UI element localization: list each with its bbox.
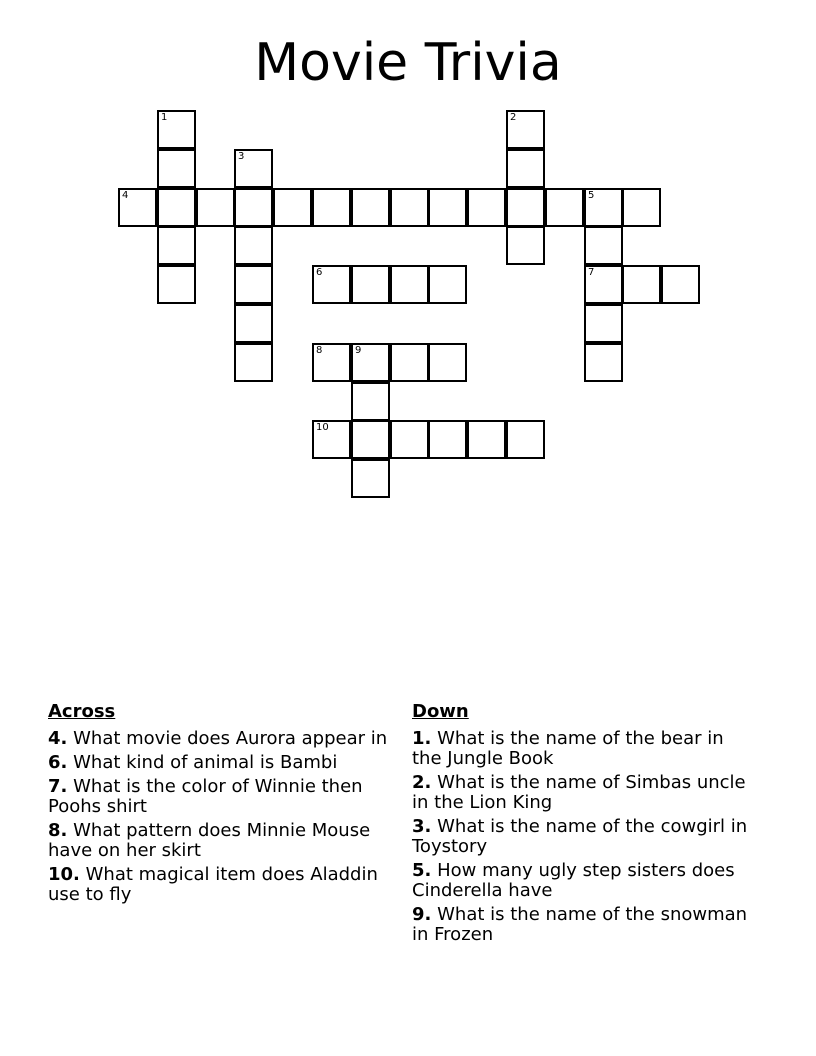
grid-cell[interactable] — [312, 265, 351, 304]
clue-text: How many ugly step sisters does Cinderella have — [412, 860, 735, 901]
page-title: Movie Trivia — [254, 33, 562, 93]
clue-down-5 — [412, 861, 752, 901]
grid-cell[interactable] — [390, 188, 429, 227]
grid-cell[interactable] — [506, 188, 545, 227]
cell-number: 2 — [510, 112, 517, 123]
clue-text: What is the color of Winnie then Poohs shirt — [48, 776, 363, 817]
across-heading: Across — [48, 701, 116, 722]
clue-across-8 — [48, 821, 396, 861]
grid-cell[interactable] — [157, 188, 196, 227]
grid-cell[interactable] — [584, 343, 623, 382]
grid-cell[interactable] — [234, 265, 273, 304]
clue-text: What is the name of Simbas uncle in the Lion King — [412, 772, 746, 813]
cell-number: 6 — [316, 267, 323, 278]
grid-cell[interactable] — [351, 420, 390, 459]
grid-cell[interactable] — [661, 265, 700, 304]
grid-cell[interactable] — [234, 226, 273, 265]
across-clues — [48, 701, 396, 909]
clue-number: 7. — [48, 776, 68, 797]
cell-number: 4 — [122, 190, 129, 201]
grid-cell[interactable] — [157, 226, 196, 265]
grid-cell[interactable] — [312, 188, 351, 227]
clue-number: 9. — [412, 904, 432, 925]
grid-cell[interactable] — [351, 265, 390, 304]
clue-down-2 — [412, 773, 752, 813]
grid-cell[interactable] — [428, 343, 467, 382]
grid-cell[interactable] — [157, 149, 196, 188]
cell-number: 7 — [588, 267, 595, 278]
grid-cell[interactable] — [584, 304, 623, 343]
grid-cell[interactable] — [351, 382, 390, 421]
clue-across-10 — [48, 865, 396, 905]
cell-number: 1 — [161, 112, 168, 123]
clue-text: What magical item does Aladdin use to fly — [48, 864, 378, 905]
cell-number: 9 — [355, 345, 362, 356]
grid-cell[interactable] — [467, 420, 506, 459]
grid-cell[interactable] — [234, 304, 273, 343]
clue-text: What kind of animal is Bambi — [73, 752, 338, 773]
clue-number: 10. — [48, 864, 80, 885]
cell-number: 10 — [316, 422, 329, 433]
clue-number: 4. — [48, 728, 68, 749]
clue-down-1 — [412, 729, 752, 769]
grid-cell[interactable] — [118, 188, 157, 227]
clue-number: 2. — [412, 772, 432, 793]
cell-number: 3 — [238, 151, 245, 162]
grid-cell[interactable] — [584, 188, 623, 227]
cell-number: 5 — [588, 190, 595, 201]
down-clues — [412, 701, 752, 949]
grid-cell[interactable] — [506, 226, 545, 265]
grid-cell[interactable] — [467, 188, 506, 227]
grid-cell[interactable] — [428, 265, 467, 304]
grid-cell[interactable] — [312, 420, 351, 459]
cell-number: 8 — [316, 345, 323, 356]
grid-cell[interactable] — [506, 110, 545, 149]
clue-text: What pattern does Minnie Mouse have on her skirt — [48, 820, 371, 861]
clue-text: What is the name of the snowman in Frozen — [412, 904, 748, 945]
clue-number: 1. — [412, 728, 432, 749]
grid-cell[interactable] — [351, 459, 390, 498]
clue-number: 6. — [48, 752, 68, 773]
grid-cell[interactable] — [234, 343, 273, 382]
grid-cell[interactable] — [273, 188, 312, 227]
clue-number: 8. — [48, 820, 68, 841]
clue-text: What movie does Aurora appear in — [73, 728, 388, 749]
clue-number: 3. — [412, 816, 432, 837]
grid-cell[interactable] — [157, 110, 196, 149]
clue-across-4 — [48, 729, 396, 749]
grid-cell[interactable] — [312, 343, 351, 382]
clue-text: What is the name of the cowgirl in Toystory — [412, 816, 748, 857]
grid-cell[interactable] — [428, 188, 467, 227]
grid-cell[interactable] — [234, 188, 273, 227]
grid-cell[interactable] — [428, 420, 467, 459]
down-heading: Down — [412, 701, 469, 722]
clue-down-3 — [412, 817, 752, 857]
grid-cell[interactable] — [234, 149, 273, 188]
grid-cell[interactable] — [584, 265, 623, 304]
clue-across-6 — [48, 753, 396, 773]
grid-cell[interactable] — [622, 188, 661, 227]
grid-cell[interactable] — [506, 420, 545, 459]
grid-cell[interactable] — [622, 265, 661, 304]
grid-cell[interactable] — [390, 265, 429, 304]
grid-cell[interactable] — [157, 265, 196, 304]
clue-across-7 — [48, 777, 396, 817]
grid-cell[interactable] — [351, 343, 390, 382]
grid-cell[interactable] — [584, 226, 623, 265]
grid-cell[interactable] — [196, 188, 235, 227]
grid-cell[interactable] — [390, 343, 429, 382]
grid-cell[interactable] — [351, 188, 390, 227]
clue-number: 5. — [412, 860, 432, 881]
grid-cell[interactable] — [506, 149, 545, 188]
grid-cell[interactable] — [545, 188, 584, 227]
grid-cell[interactable] — [390, 420, 429, 459]
clue-text: What is the name of the bear in the Jungle Book — [412, 728, 724, 769]
clue-down-9 — [412, 905, 752, 945]
